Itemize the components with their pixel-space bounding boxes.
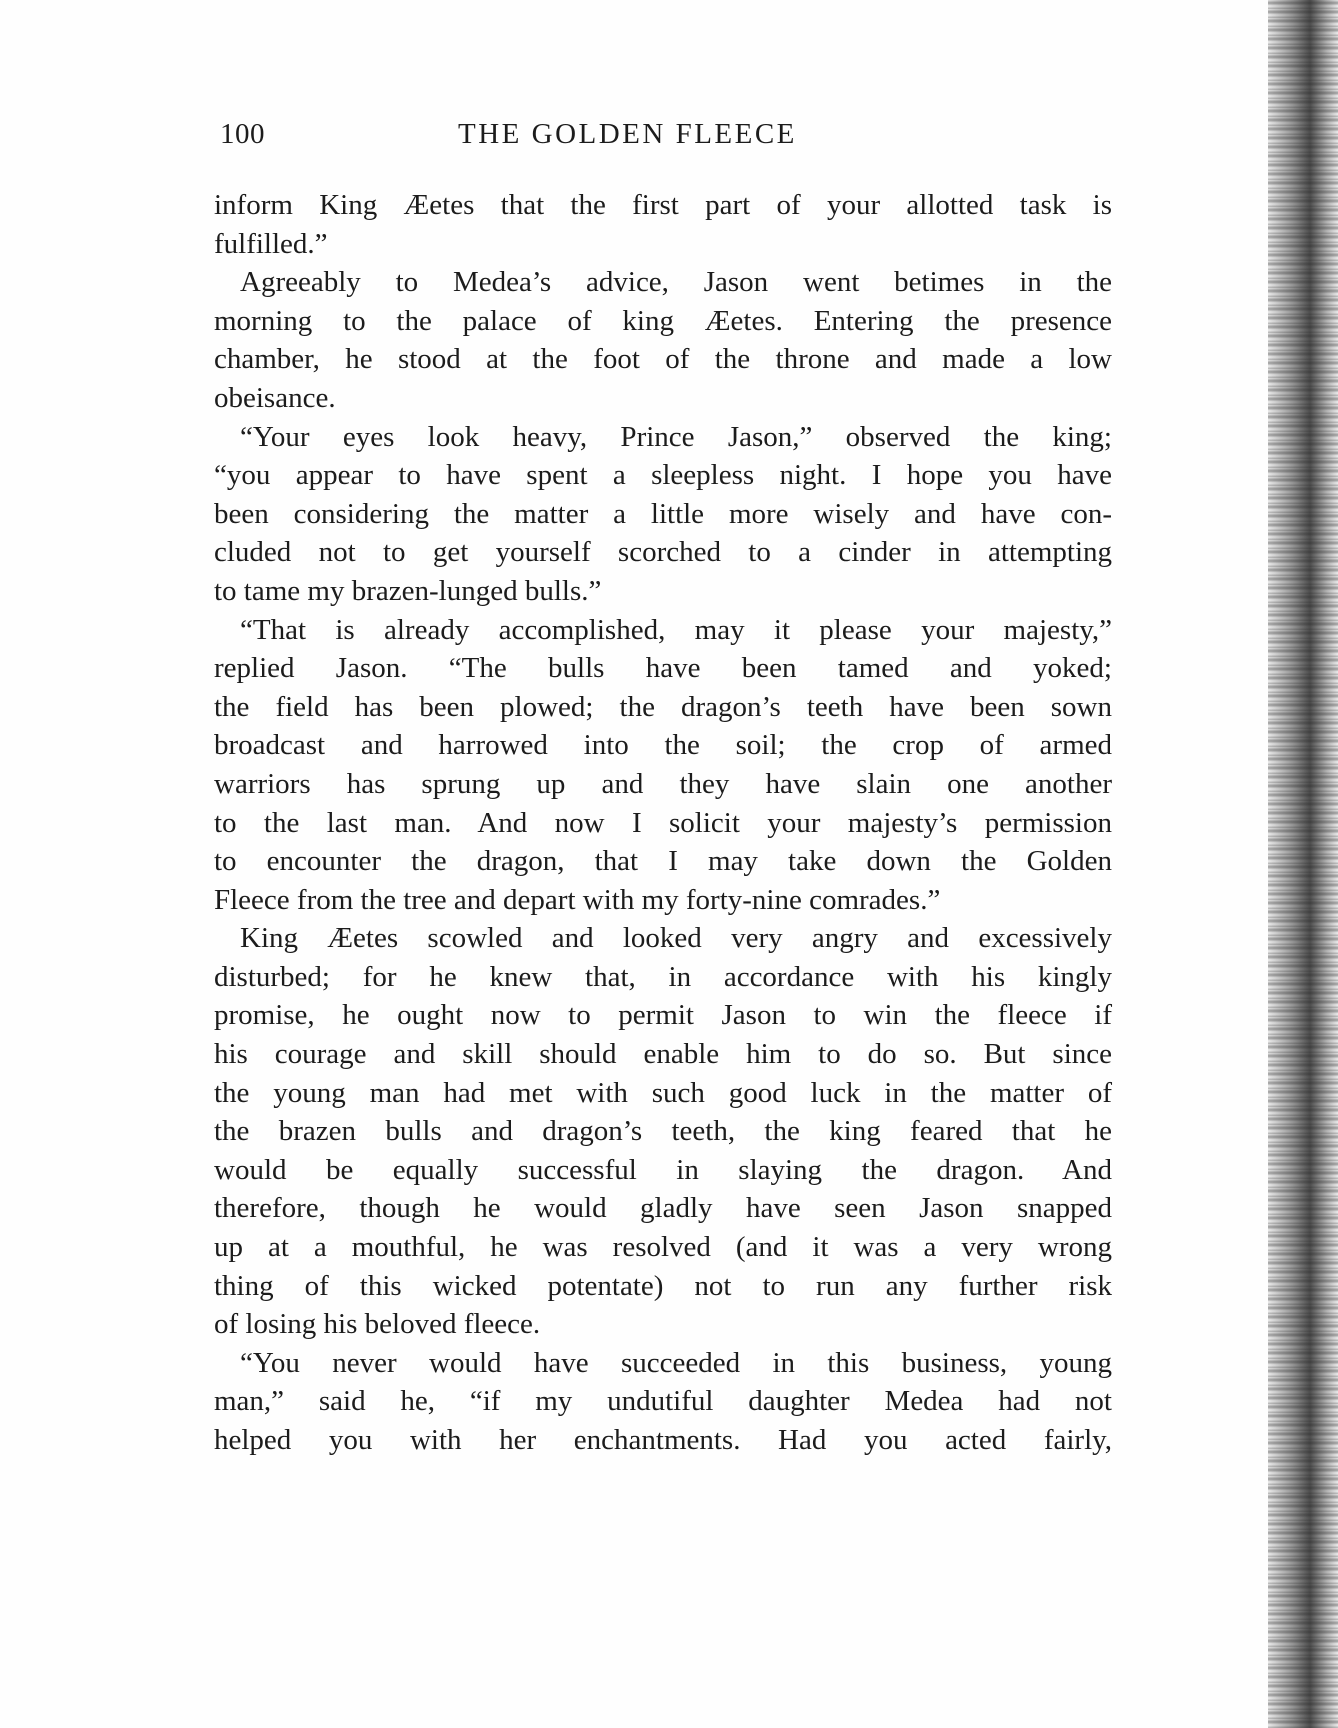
text-line: “That is already accomplished, may it please your majesty,” [240, 613, 1112, 646]
text-line: thing of this wicked potentate) not to run any further risk [214, 1269, 1112, 1302]
text-line: would be equally successful in slaying the dragon. And [214, 1153, 1112, 1186]
text-line: the young man had met with such good luck in the matter of [214, 1076, 1112, 1109]
text-line: man,” said he, “if my undutiful daughter Medea had not [214, 1385, 1112, 1418]
text-line: disturbed; for he knew that, in accordance with his kingly [214, 960, 1112, 993]
text-line: helped you with her enchantments. Had you acted fairly, [214, 1424, 1112, 1456]
text-line: King Æetes scowled and looked very angry and excessively [240, 922, 1112, 955]
text-line: inform King Æetes that the first part of your allotted task is [214, 189, 1112, 221]
page-header [220, 118, 1110, 158]
text-line: Agreeably to Medea’s advice, Jason went betimes in the [240, 266, 1112, 299]
text-line: replied Jason. “The bulls have been tamed and yoked; [214, 652, 1112, 685]
text-line: of losing his beloved fleece. [214, 1308, 541, 1341]
page-number: 100 [220, 118, 265, 150]
text-line: broadcast and harrowed into the soil; the crop of armed [214, 729, 1112, 762]
text-line: been considering the matter a little more wisely and have con- [214, 497, 1112, 530]
text-line: “Your eyes look heavy, Prince Jason,” observed the king; [240, 420, 1112, 453]
text-line: “you appear to have spent a sleepless night. I hope you have [214, 459, 1112, 492]
text-line: the field has been plowed; the dragon’s teeth have been sown [214, 690, 1112, 723]
text-line: Fleece from the tree and depart with my forty-nine comrades.” [214, 883, 941, 916]
text-line: fulfilled.” [214, 227, 328, 260]
text-line: chamber, he stood at the foot of the throne and made a low [214, 343, 1112, 376]
running-title: THE GOLDEN FLEECE [458, 118, 797, 150]
text-line: obeisance. [214, 381, 336, 414]
text-line: the brazen bulls and dragon’s teeth, the king feared that he [214, 1115, 1112, 1148]
body-text [214, 186, 1112, 1460]
text-line: warriors has sprung up and they have slain one another [214, 767, 1112, 800]
text-line: “You never would have succeeded in this business, young [240, 1346, 1112, 1379]
text-line: promise, he ought now to permit Jason to win the fleece if [214, 999, 1112, 1032]
text-line: his courage and skill should enable him to do so. But since [214, 1038, 1112, 1071]
text-line: to encounter the dragon, that I may take down the Golden [214, 845, 1112, 878]
text-line: to tame my brazen-lunged bulls.” [214, 574, 602, 607]
text-line: up at a mouthful, he was resolved (and it was a very wrong [214, 1231, 1112, 1264]
text-line: therefore, though he would gladly have seen Jason snapped [214, 1192, 1112, 1225]
scanned-binding-edge [1268, 0, 1338, 1728]
text-line: cluded not to get yourself scorched to a cinder in attempting [214, 536, 1112, 569]
text-line: morning to the palace of king Æetes. Entering the presence [214, 304, 1112, 337]
text-line: to the last man. And now I solicit your majesty’s permission [214, 806, 1112, 839]
